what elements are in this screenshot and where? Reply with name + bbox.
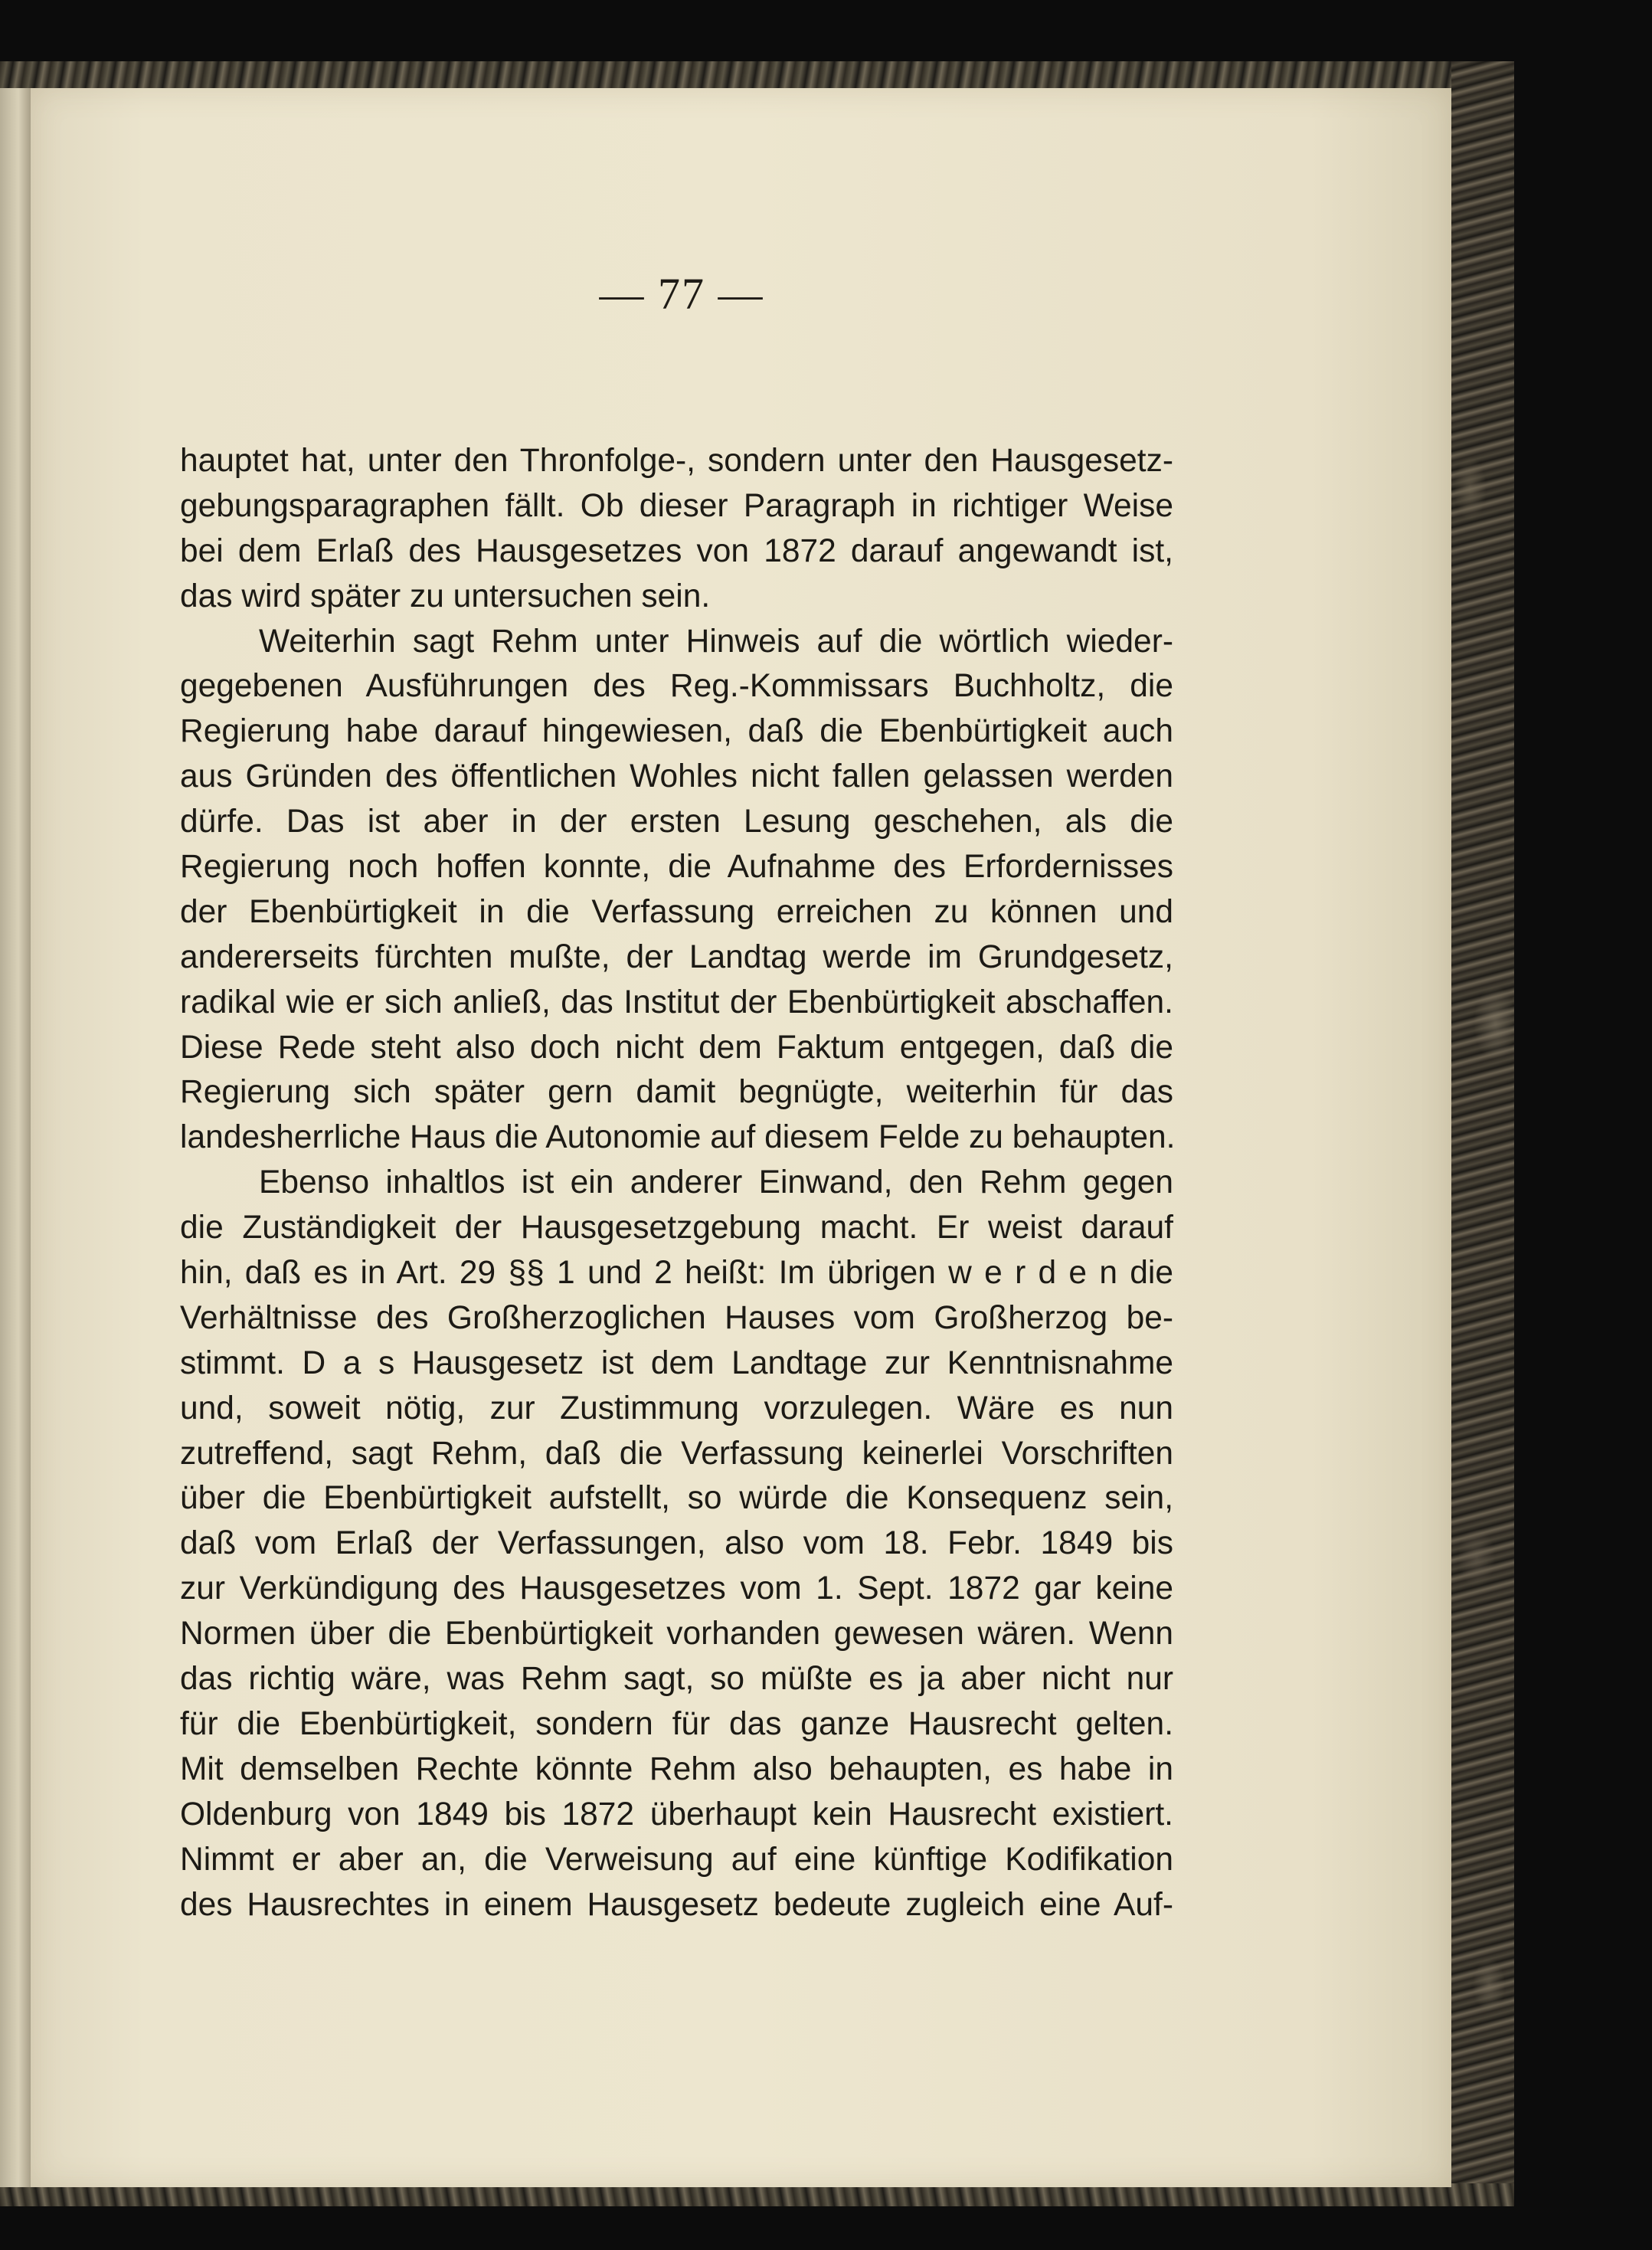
text-line: hin, daß es in Art. 29 §§ 1 und 2 heißt: Im übrigen w e r d e n die [180, 1255, 1173, 1292]
text-line: dürfe. Das ist aber in der ersten Lesung geschehen, als die [180, 804, 1173, 840]
text-line: Nimmt er aber an, die Verweisung auf eine künftige Kodifikation [180, 1841, 1173, 1878]
text-line: Weiterhin sagt Rehm unter Hinweis auf die wörtlich wieder- [259, 623, 1173, 660]
text-line: gegebenen Ausführungen des Reg.-Kommissars Buchholtz, die [180, 668, 1173, 705]
text-line: Ebenso inhaltlos ist ein anderer Einwand, den Rehm gegen [259, 1164, 1173, 1201]
text-line: das richtig wäre, was Rehm sagt, so müßte es ja aber nicht nur [180, 1661, 1173, 1698]
text-line: bei dem Erlaß des Hausgesetzes von 1872 darauf angewandt ist, [180, 532, 1173, 569]
text-line: für die Ebenbürtigkeit, sondern für das ganze Hausrecht gelten. [180, 1705, 1173, 1742]
text-line: Diese Rede steht also doch nicht dem Faktum entgegen, daß die [180, 1029, 1173, 1066]
page-number: — 77 — [599, 269, 764, 319]
text-line: Verhältnisse des Großherzoglichen Hauses vom Großherzog be- [180, 1299, 1173, 1336]
text-line: Oldenburg von 1849 bis 1872 überhaupt kein Hausrecht existiert. [180, 1796, 1173, 1832]
text-line: zutreffend, sagt Rehm, daß die Verfassung keinerlei Vorschriften [180, 1435, 1173, 1472]
text-line: hauptet hat, unter den Thronfolge-, sondern unter den Hausgesetz- [180, 443, 1173, 479]
text-line: aus Gründen des öffentlichen Wohles nicht fallen gelassen werden [180, 758, 1173, 795]
body-text [180, 439, 1176, 1927]
text-line: landesherrliche Haus die Autonomie auf diesem Felde zu behaupten. [180, 1119, 1176, 1156]
text-line: daß vom Erlaß der Verfassungen, also vom 18. Febr. 1849 bis [180, 1525, 1173, 1562]
text-line: die Zuständigkeit der Hausgesetzgebung macht. Er weist darauf [180, 1210, 1173, 1246]
text-line: radikal wie er sich anließ, das Institut der Ebenbürtigkeit abschaffen. [180, 984, 1173, 1020]
text-line: der Ebenbürtigkeit in die Verfassung erreichen zu können und [180, 893, 1173, 930]
text-line: das wird später zu untersuchen sein. [180, 578, 711, 614]
marbled-cover-board [1451, 61, 1514, 2199]
text-line: Regierung habe darauf hingewiesen, daß die Ebenbürtigkeit auch [180, 713, 1173, 750]
text-line: andererseits fürchten mußte, der Landtag werde im Grundgesetz, [180, 938, 1173, 975]
text-line: zur Verkündigung des Hausgesetzes vom 1. Sept. 1872 gar keine [180, 1570, 1173, 1607]
text-line: stimmt. D a s Hausgesetz ist dem Landtage zur Kenntnisnahme [180, 1344, 1173, 1381]
text-line: über die Ebenbürtigkeit aufstellt, so würde die Konsequenz sein, [180, 1480, 1173, 1517]
text-line: Regierung sich später gern damit begnügte, weiterhin für das [180, 1074, 1173, 1111]
text-line: Mit demselben Rechte könnte Rehm also behaupten, es habe in [180, 1751, 1173, 1787]
book-page [31, 88, 1451, 2187]
text-line: Regierung noch hoffen konnte, die Aufnahme des Erfordernisses [180, 849, 1173, 886]
text-line: und, soweit nötig, zur Zustimmung vorzulegen. Wäre es nun [180, 1390, 1173, 1426]
facing-page-edge [0, 88, 31, 2187]
text-line: Normen über die Ebenbürtigkeit vorhanden gewesen wären. Wenn [180, 1616, 1173, 1652]
text-line: gebungsparagraphen fällt. Ob dieser Paragraph in richtiger Weise [180, 487, 1173, 524]
text-line: des Hausrechtes in einem Hausgesetz bedeute zugleich eine Auf- [180, 1886, 1173, 1923]
